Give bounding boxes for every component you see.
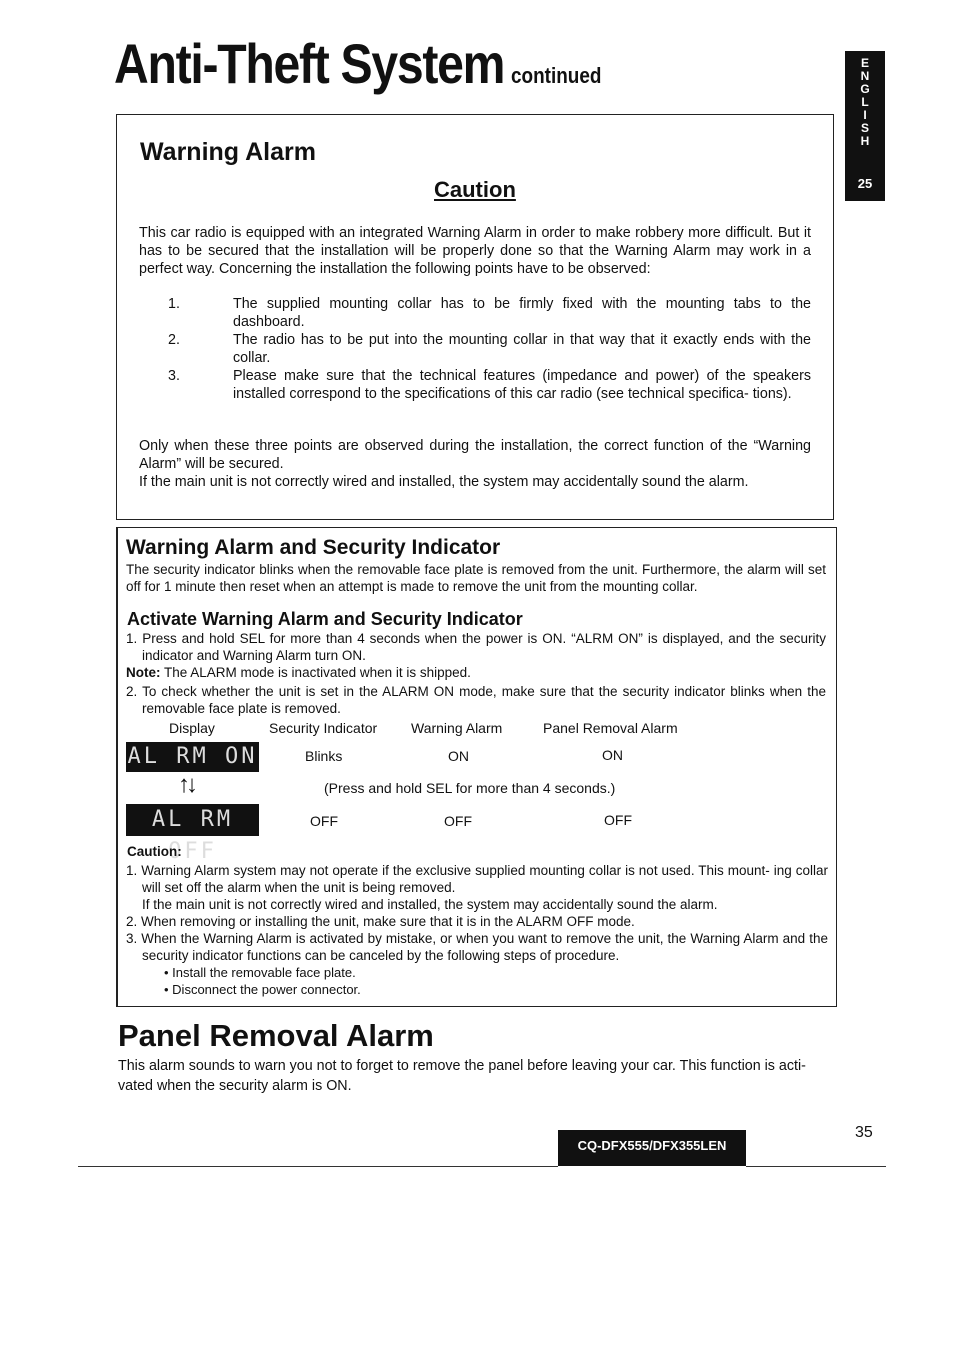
on-security-value: Blinks xyxy=(305,748,343,764)
list-text: The supplied mounting collar has to be firmly fixed with the mounting tabs to the dashboard. xyxy=(233,296,811,330)
tab-page-number: 25 xyxy=(857,176,873,191)
list-number: 2. xyxy=(168,332,180,348)
bullet-item: • Install the removable face plate. xyxy=(164,965,356,980)
security-indicator-heading: Warning Alarm and Security Indicator xyxy=(126,536,501,559)
caution-item: 1. Warning Alarm system may not operate if the exclusive supplied mounting collar is not used. This mount- ing collar will set off the alarm when the unit is being removed. xyxy=(126,863,828,895)
tab-letter: L xyxy=(861,95,869,109)
panel-removal-heading: Panel Removal Alarm xyxy=(118,1018,434,1053)
closing-paragraph: Only when these three points are observed during the installation, the correct function of the “Warning Alarm” will be secured. xyxy=(139,438,811,472)
security-indicator-intro: The security indicator blinks when the removable face plate is removed from the unit. Furthermore, the alarm will set off for 1 minute then reset when an attempt is made to remove the unit from the mounting collar. xyxy=(126,562,826,594)
tab-letter: N xyxy=(860,69,870,83)
toggle-arrows-icon: ↑↓ xyxy=(178,771,194,798)
tab-letter: E xyxy=(860,56,869,70)
tab-letter: H xyxy=(860,134,870,148)
off-security-value: OFF xyxy=(310,813,338,829)
page-number: 35 xyxy=(855,1124,873,1141)
footer-rule-right xyxy=(746,1166,886,1167)
step-2: 2. To check whether the unit is set in the ALARM ON mode, make sure that the security indicator blinks when the removable face plate is removed. xyxy=(126,684,826,716)
continued-label: continued xyxy=(511,63,602,88)
activation-steps xyxy=(126,630,826,717)
language-tab xyxy=(845,51,885,201)
model-badge: CQ-DFX555/DFX355LEN xyxy=(558,1130,746,1166)
footer-rule-left xyxy=(78,1166,558,1167)
note-text: The ALARM mode is inactivated when it is shipped. xyxy=(160,665,471,680)
closing-paragraph: If the main unit is not correctly wired and installed, the system may accidentally sound the alarm. xyxy=(139,474,749,490)
tab-letter: G xyxy=(860,82,870,96)
off-warning-value: OFF xyxy=(444,813,472,829)
list-text: The radio has to be put into the mounting collar in that way that it exactly ends with the collar. xyxy=(233,332,811,366)
warning-alarm-heading: Warning Alarm xyxy=(140,138,316,166)
caution-heading: Caution xyxy=(434,177,516,202)
off-panel-value: OFF xyxy=(604,812,632,828)
caution-item: 3. When the Warning Alarm is activated by mistake, or when you want to remove the unit, the Warning Alarm and the security indicator functions can be canceled by the following steps of procedure. xyxy=(126,931,828,963)
panel-removal-text: This alarm sounds to warn you not to forget to remove the panel before leaving your car. This function is acti- vated when the security alarm is ON. xyxy=(118,1058,806,1094)
language-letters xyxy=(845,51,885,148)
col-header-security: Security Indicator xyxy=(269,720,378,736)
list-item xyxy=(139,295,811,331)
caution-label: Caution: xyxy=(127,844,182,859)
tab-letter: S xyxy=(860,121,869,135)
col-header-panel: Panel Removal Alarm xyxy=(543,720,678,736)
caution-item: 2. When removing or installing the unit, make sure that it is in the ALARM OFF mode. xyxy=(126,914,635,929)
note-label: Note: xyxy=(126,665,161,680)
bullet-item: • Disconnect the power connector. xyxy=(164,982,361,997)
list-number: 1. xyxy=(168,296,180,312)
caution-list xyxy=(126,862,828,998)
list-text: Please make sure that the technical features (impedance and power) of the speakers installed correspond to the specifications of this car radio (see technical specifica- tions). xyxy=(233,368,811,402)
step-1: 1. Press and hold SEL for more than 4 seconds when the power is ON. “ALRM ON” is displayed, and the security indicator and Warning Alarm turn ON. xyxy=(126,631,826,663)
installation-points xyxy=(139,295,811,403)
on-panel-value: ON xyxy=(602,747,623,763)
list-item xyxy=(139,367,811,403)
list-number: 3. xyxy=(168,368,180,384)
note xyxy=(126,664,826,681)
on-warning-value: ON xyxy=(448,748,469,764)
lcd-alarm-off: AL RM OFF xyxy=(126,804,259,836)
col-header-display: Display xyxy=(169,720,215,736)
page-title xyxy=(114,32,602,95)
list-item xyxy=(139,331,811,367)
activate-subheading: Activate Warning Alarm and Security Indicator xyxy=(127,609,523,629)
toggle-note: (Press and hold SEL for more than 4 seconds.) xyxy=(324,780,616,796)
warning-intro: This car radio is equipped with an integrated Warning Alarm in order to make robbery more difficult. But it has to be secured that the installation will be properly done so that the Warning Alarm may work in a perfect way. Concerning the installation the following points have to be observed: xyxy=(139,225,811,277)
title-text: Anti-Theft System xyxy=(114,32,505,95)
lcd-alarm-on: AL RM ON xyxy=(126,742,259,772)
warning-closing xyxy=(139,437,811,491)
tab-letter: I xyxy=(863,108,867,122)
col-header-warning: Warning Alarm xyxy=(411,720,503,736)
caution-item-note: If the main unit is not correctly wired and installed, the system may accidentally sound the alarm. xyxy=(142,897,718,912)
